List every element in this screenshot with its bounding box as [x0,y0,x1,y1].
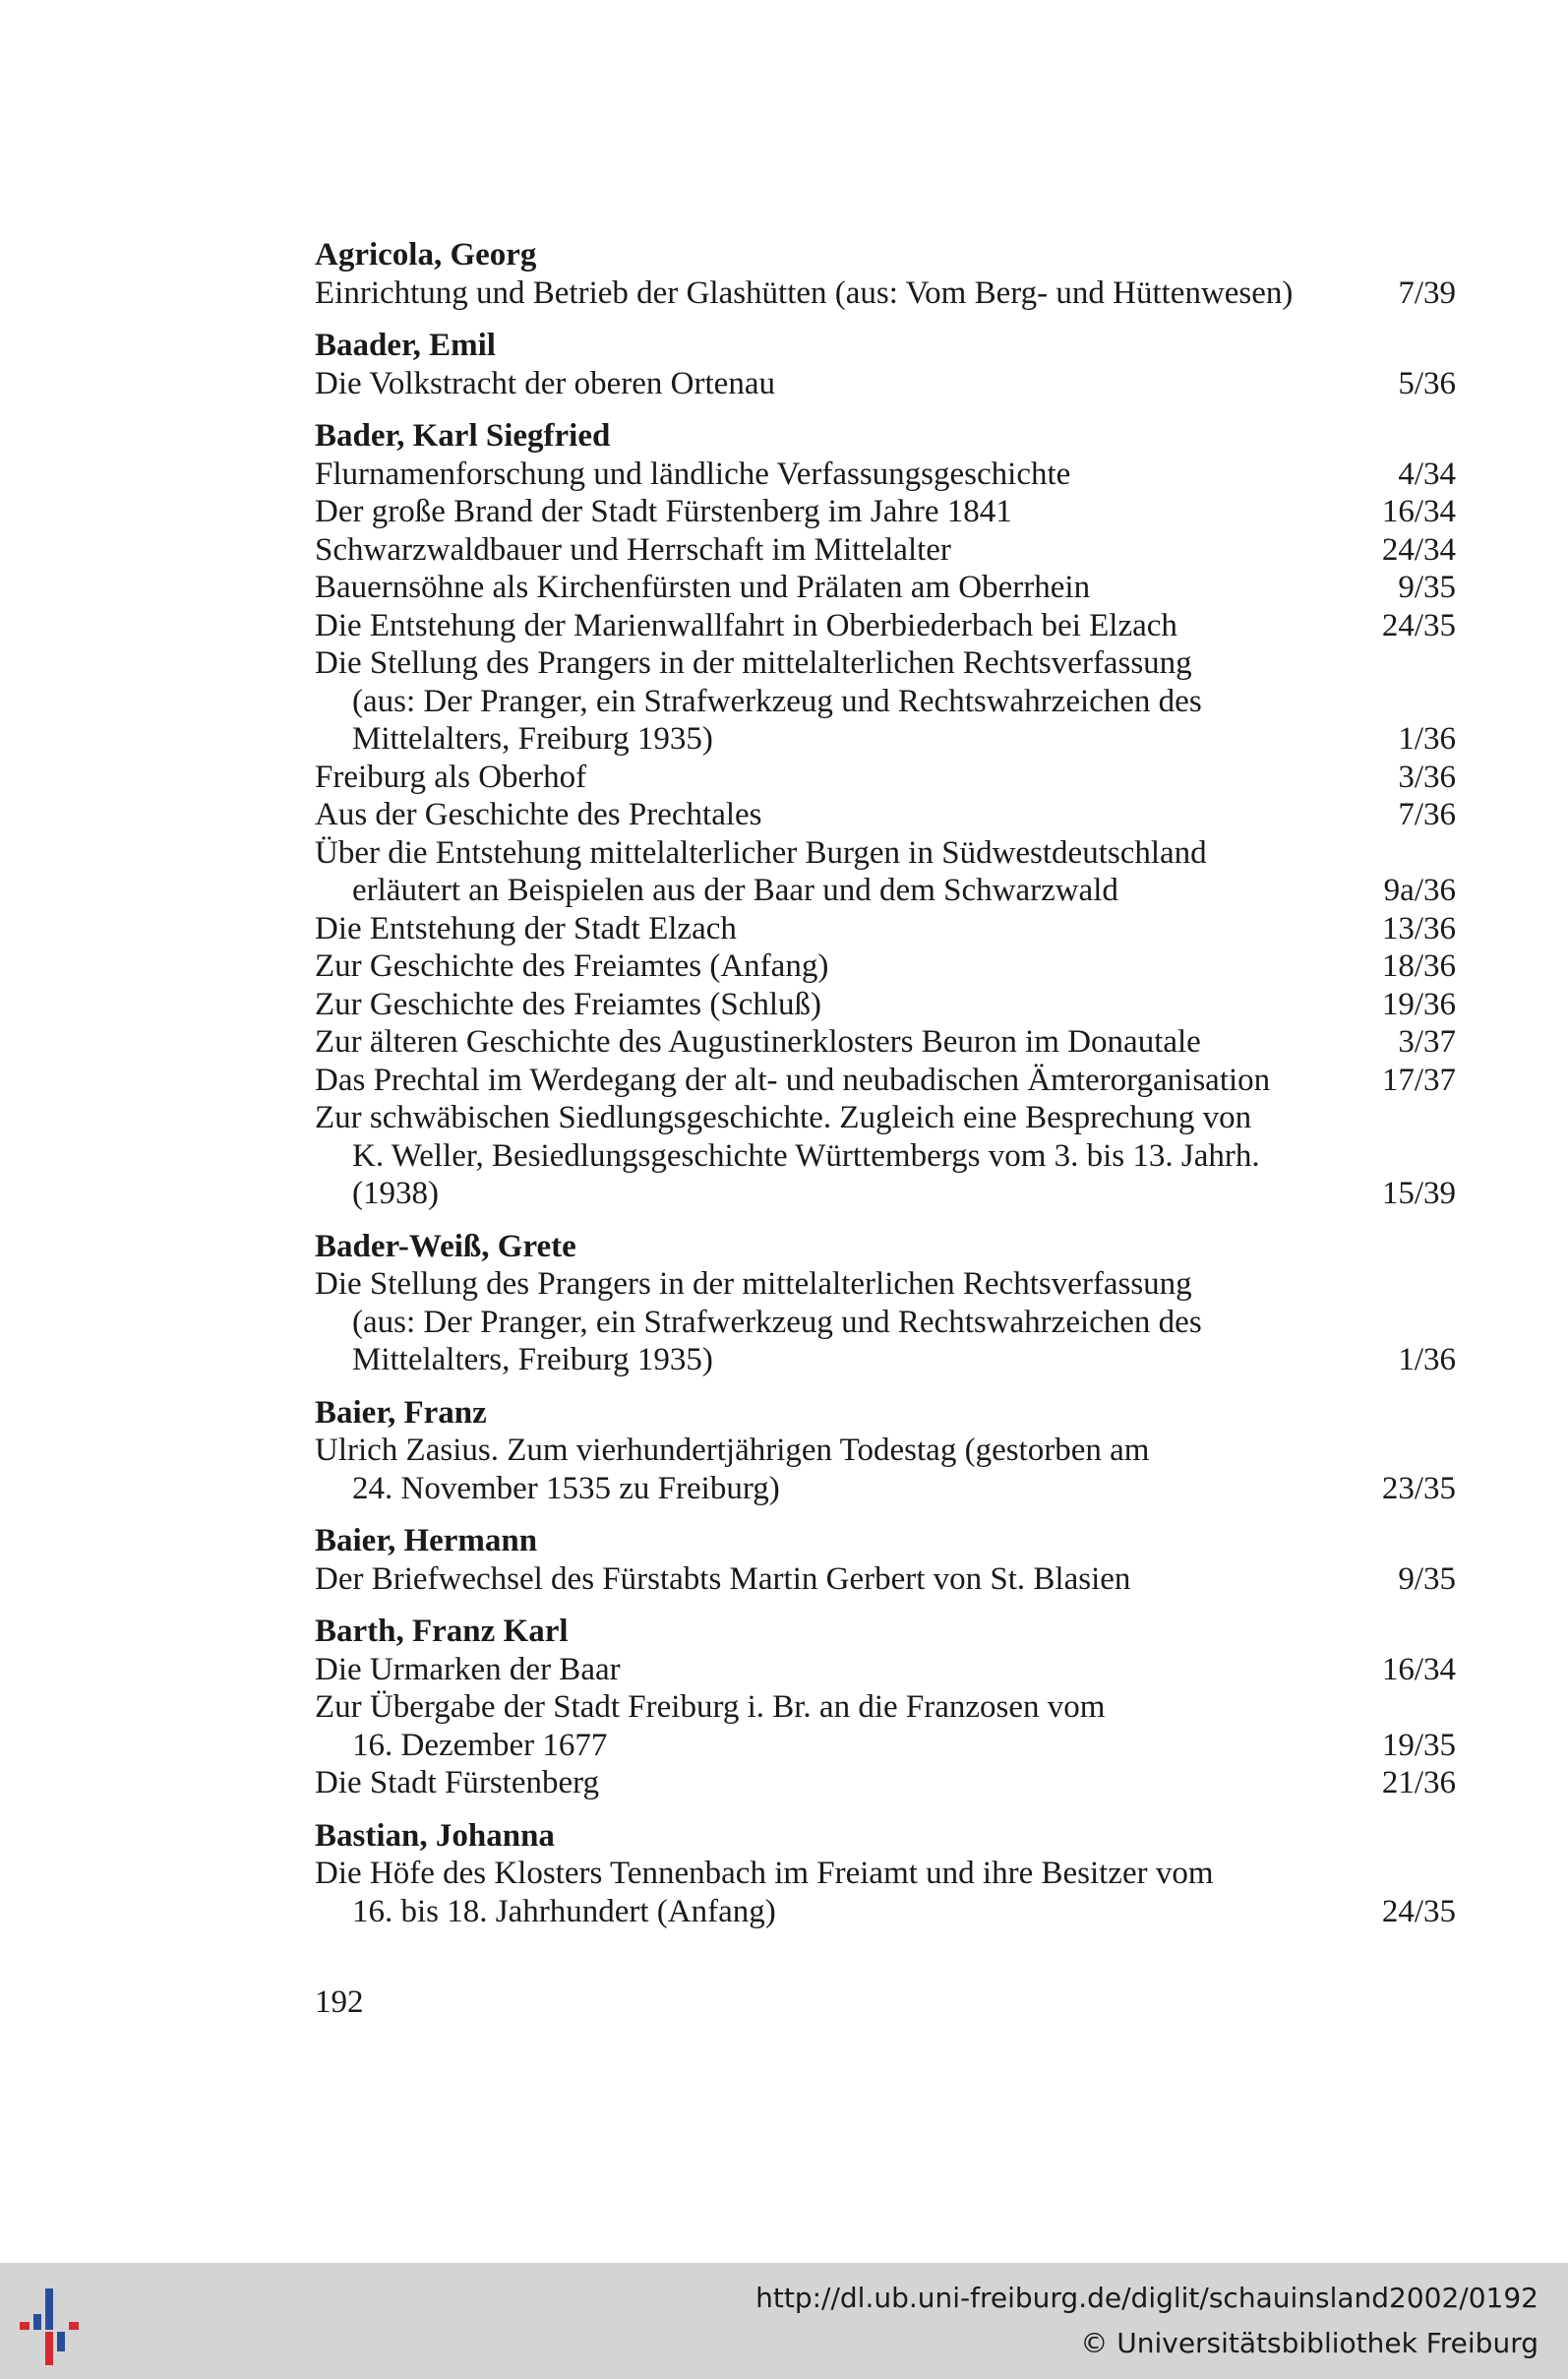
index-entry [315,1432,1456,1507]
entry-issue: 18/36 [1381,948,1456,984]
entry-issue: 16/34 [1381,494,1456,529]
entry-title-line: Die Stellung des Prangers in der mittelalterlichen Rechtsverfassung [315,1266,1192,1302]
entry-issue: 13/36 [1381,910,1456,946]
author-block [315,236,1456,312]
index-entry [315,456,1456,494]
entry-title [315,493,1382,531]
entry-title-line: Aus der Geschichte des Prechtales [315,797,762,832]
author-name: Baier, Hermann [315,1523,538,1558]
author-block [315,1522,1456,1598]
entry-title [315,456,1398,494]
entry-issue: 24/35 [1381,1893,1456,1929]
index-entry [315,1265,1456,1379]
entry-title-line: Das Prechtal im Werdegang der alt- und neubadischen Ämterorganisation [315,1062,1271,1098]
entry-title-line: 16. bis 18. Jahrhundert (Anfang) [352,1893,776,1929]
index-entry [315,834,1456,910]
entry-title [315,1432,1382,1507]
entry-title-line: Über die Entstehung mittelalterlicher Burgen in Südwestdeutschland [315,834,1207,871]
index-entry [315,796,1456,834]
index-entry [315,759,1456,797]
index-entry [315,365,1456,403]
entry-title-line: (aus: Der Pranger, ein Strafwerkzeug und Rechtswahrzeichen des [352,683,1202,719]
entry-title-line: Die Urmarken der Baar [315,1651,621,1687]
entry-title [315,910,1382,948]
index-entry [315,910,1456,948]
entry-title [315,1265,1398,1379]
entry-title [315,1651,1382,1689]
footer-bar [0,2263,1568,2379]
author-name: Bader-Weiß, Grete [315,1228,576,1264]
index-entry [315,569,1456,607]
entry-title-line: Zur älteren Geschichte des Augustinerklosters Beuron im Donautale [315,1024,1201,1060]
index-entry [315,1764,1456,1802]
entry-title-line: Zur Geschichte des Freiamtes (Schluß) [315,986,822,1022]
entry-issue: 3/36 [1398,759,1456,795]
entry-title [315,1560,1398,1599]
author-name: Baier, Franz [315,1394,487,1431]
entry-title [315,759,1398,797]
footer-copyright: © Universitätsbibliothek Freiburg [1080,2327,1538,2359]
entry-title [315,1688,1382,1764]
author-name: Agricola, Georg [315,237,537,273]
author-name: Bader, Karl Siegfried [315,418,611,454]
index-entry [315,493,1456,531]
entry-title-line: (aus: Der Pranger, ein Strafwerkzeug und Rechtswahrzeichen des [352,1304,1202,1340]
entry-issue: 9/35 [1398,1560,1456,1597]
entry-title [315,1855,1382,1930]
index-entry [315,986,1456,1024]
entry-title-line: Freiburg als Oberhof [315,759,587,795]
index-entry [315,531,1456,570]
index-entry [315,947,1456,986]
entry-issue: 5/36 [1398,365,1456,401]
entry-title [315,531,1382,570]
entry-title-line: Die Entstehung der Marienwallfahrt in Oberbiederbach bei Elzach [315,607,1177,643]
index-entry [315,274,1456,313]
entry-title [315,834,1384,910]
entry-title-line: Die Höfe des Klosters Tennenbach im Freiamt und ihre Besitzer vom [315,1856,1214,1891]
entry-title [315,986,1382,1024]
index-entry [315,1855,1456,1930]
entry-title-line: erläutert an Beispielen aus der Baar und dem Schwarzwald [352,873,1118,908]
page-number: 192 [315,1984,364,2020]
entry-title-line: Zur schwäbischen Siedlungsgeschichte. Zugleich eine Besprechung von [315,1100,1252,1135]
entry-title-line: Zur Geschichte des Freiamtes (Anfang) [315,948,829,984]
entry-title [315,1023,1398,1062]
ub-freiburg-logo-icon [20,2281,98,2369]
author-block [315,417,1456,1213]
entry-title-line: Der große Brand der Stadt Fürstenberg im Jahre 1841 [315,494,1012,529]
entry-issue: 23/35 [1381,1470,1456,1506]
entry-title [315,1062,1382,1100]
entry-issue: 16/34 [1381,1651,1456,1687]
index-entry [315,1688,1456,1764]
entry-title-line: Mittelalters, Freiburg 1935) [352,721,713,757]
author-block [315,1613,1456,1802]
entry-title-line: K. Weller, Besiedlungsgeschichte Württembergs vom 3. bis 13. Jahrh. [352,1137,1260,1174]
author-index [315,236,1456,1945]
entry-title-line: Die Stadt Fürstenberg [315,1765,600,1800]
entry-issue: 19/36 [1381,986,1456,1022]
entry-issue: 24/34 [1381,531,1456,568]
entry-title [315,365,1398,403]
entry-issue: 15/39 [1381,1176,1456,1211]
entry-issue: 19/35 [1381,1727,1456,1763]
entry-title-line: Die Entstehung der Stadt Elzach [315,910,737,946]
entry-title-line: Bauernsöhne als Kirchenfürsten und Prälaten am Oberrhein [315,570,1091,605]
entry-title-line: Ulrich Zasius. Zum vierhundertjährigen Todestag (gestorben am [315,1433,1150,1468]
entry-title-line: Einrichtung und Betrieb der Glashütten (aus: Vom Berg- und Hüttenwesen) [315,274,1294,311]
index-entry [315,1023,1456,1062]
entry-issue: 17/37 [1381,1062,1456,1098]
author-block [315,1817,1456,1931]
entry-issue: 9a/36 [1383,873,1456,908]
entry-issue: 21/36 [1381,1765,1456,1800]
index-entry [315,1651,1456,1689]
entry-issue: 1/36 [1398,721,1456,757]
entry-issue: 3/37 [1398,1024,1456,1060]
entry-title-line: Schwarzwaldbauer und Herrschaft im Mittelalter [315,531,951,568]
entry-title [315,1764,1382,1802]
index-entry [315,644,1456,759]
entry-issue: 7/39 [1398,274,1456,311]
entry-title-line: Der Briefwechsel des Fürstabts Martin Gerbert von St. Blasien [315,1560,1131,1597]
entry-title-line: 24. November 1535 zu Freiburg) [352,1470,780,1506]
entry-title-line: Die Volkstracht der oberen Ortenau [315,365,775,401]
footer-url-link[interactable]: http://dl.ub.uni-freiburg.de/diglit/schauinsland2002/0192 [755,2282,1538,2314]
entry-issue: 4/34 [1398,456,1456,492]
entry-issue: 1/36 [1398,1342,1456,1377]
entry-title [315,796,1398,834]
entry-title-line: 16. Dezember 1677 [352,1727,608,1763]
entry-title [315,274,1398,313]
entry-title [315,607,1382,645]
entry-title-line: Flurnamenforschung und ländliche Verfassungsgeschichte [315,456,1071,492]
entry-title-line: (1938) [352,1176,439,1211]
index-entry [315,1099,1456,1213]
author-block [315,327,1456,402]
entry-issue: 9/35 [1398,570,1456,605]
entry-title-line: Zur Übergabe der Stadt Freiburg i. Br. an die Franzosen vom [315,1689,1106,1725]
entry-issue: 7/36 [1398,797,1456,832]
index-entry [315,1560,1456,1599]
entry-title-line: Die Stellung des Prangers in der mittelalterlichen Rechtsverfassung [315,645,1192,681]
entry-title-line: Mittelalters, Freiburg 1935) [352,1342,713,1377]
author-block [315,1394,1456,1508]
entry-issue: 24/35 [1381,607,1456,643]
author-name: Bastian, Johanna [315,1817,555,1854]
author-name: Baader, Emil [315,328,496,363]
index-entry [315,607,1456,645]
author-block [315,1228,1456,1379]
author-name: Barth, Franz Karl [315,1614,569,1649]
entry-title [315,947,1382,986]
entry-title [315,644,1398,759]
entry-title [315,569,1398,607]
entry-title [315,1099,1382,1213]
index-entry [315,1062,1456,1100]
